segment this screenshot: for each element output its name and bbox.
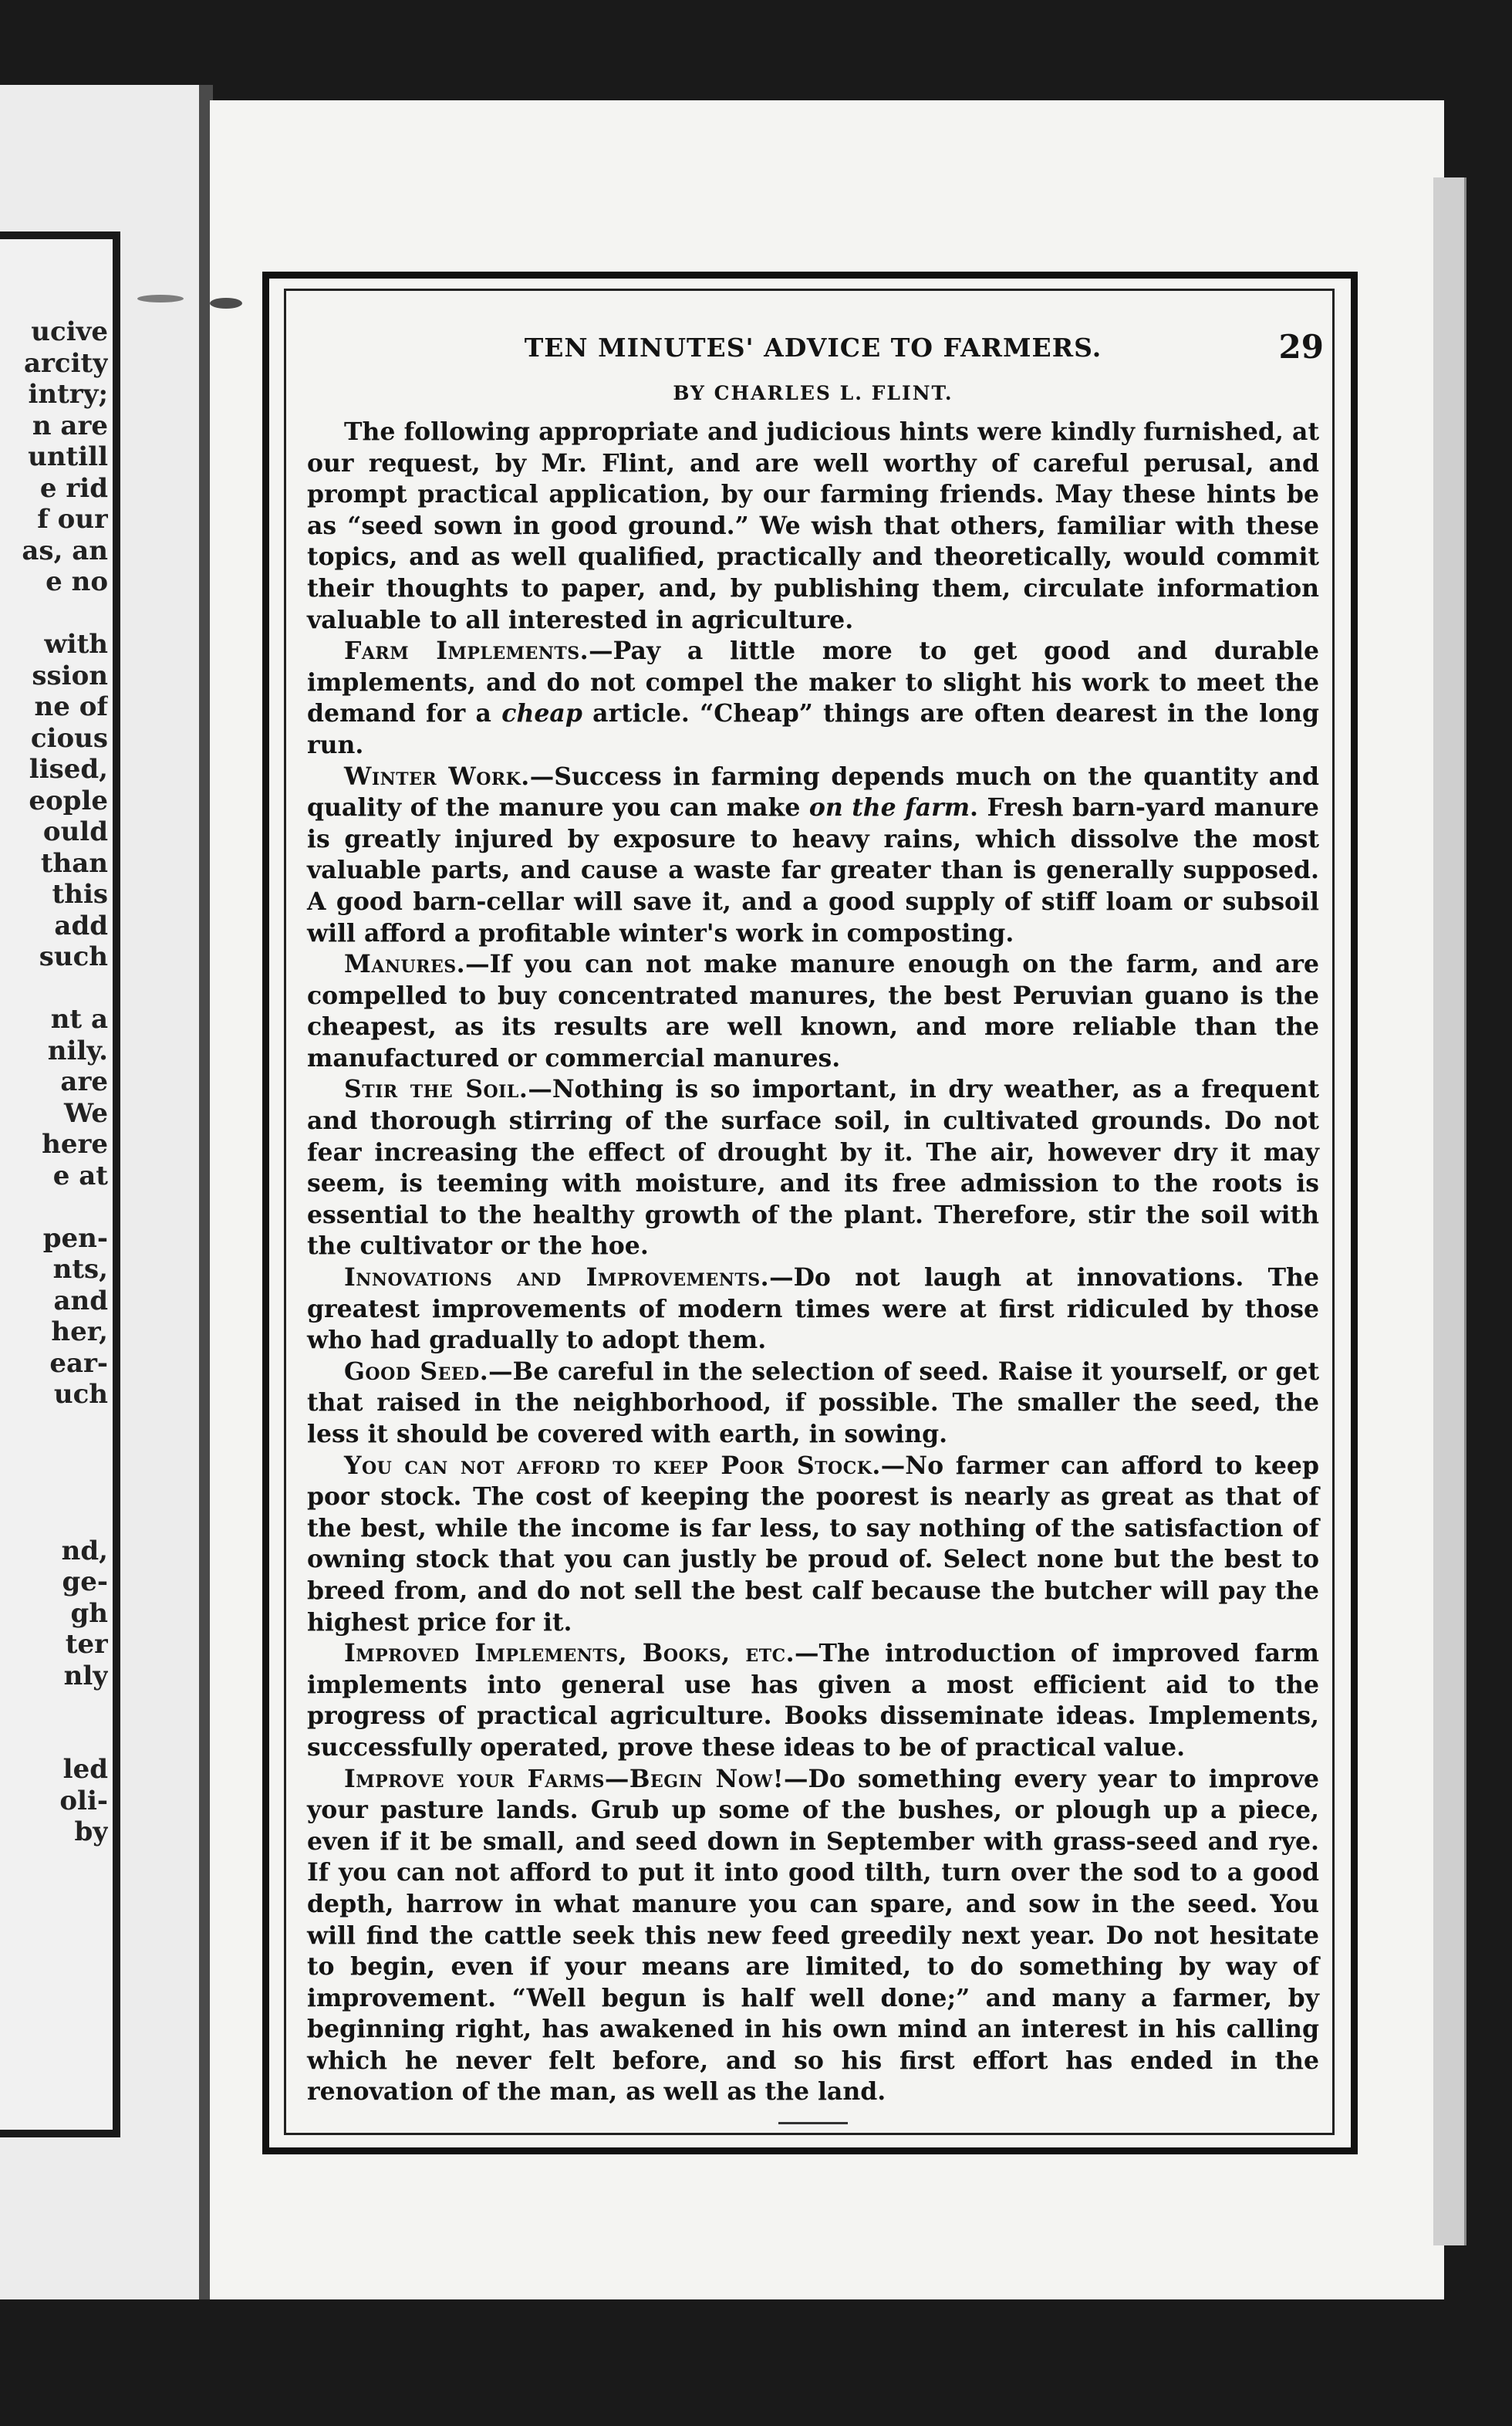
left-page-fragment: as, an — [22, 535, 108, 566]
end-rule — [778, 2122, 848, 2124]
left-page-fragment — [0, 1473, 108, 1505]
paragraph-text: —The introduction of improved farm implements into general use has given a most efficient aid to the progress of practical agriculture. Books disseminate ideas. Implements, successfully operated, prove these ideas to be of practical value. — [307, 1639, 1319, 1762]
left-page-fragment: led — [62, 1754, 108, 1785]
left-page-fragment — [0, 1504, 108, 1536]
article — [307, 328, 1324, 2124]
article-paragraph-innovations — [307, 1262, 1319, 1357]
article-paragraph-intro — [307, 417, 1319, 636]
left-page-fragment: are — [60, 1066, 108, 1097]
left-page-fragment: this — [52, 879, 108, 910]
left-page-fragment: e at — [52, 1160, 108, 1191]
paragraph-text: —If you can not make manure enough on the farm, and are compelled to buy concentrated manures, the best Peruvian guano is the cheapest, as its results are well known, and more reliable than the manufactured or commercial manures. — [307, 950, 1319, 1073]
left-page-fragment — [0, 1723, 108, 1755]
left-page-fragment: uch — [53, 1379, 108, 1410]
left-page-fragment: ssion — [32, 660, 108, 691]
left-page-fragment: ear- — [49, 1347, 108, 1379]
left-page-fragment: gh — [70, 1597, 108, 1629]
left-page-fragment: nts, — [52, 1254, 108, 1285]
left-page-fragment: cious — [30, 722, 108, 754]
paragraph-text: —Be careful in the selection of seed. Raise it yourself, or get that raised in the neighborhood, if possible. The smaller the seed, the less it should be covered with earth, in sowing. — [307, 1357, 1319, 1448]
article-paragraph-farm-implements — [307, 636, 1319, 761]
left-page-fragment: by — [74, 1816, 108, 1847]
paragraph-text: —Nothing is so important, in dry weather, as a frequent and thorough stirring of the surface soil, in cultivated grounds. Do not fear increasing the effect of drought by it. The air, however dry it may seem, is teeming with moisture, and its free admission to the roots is essential to the healthy growth of the plant. Therefore, stir the soil with the cultivator or the hoe. — [307, 1075, 1319, 1261]
left-page-fragment: ge- — [62, 1566, 108, 1597]
left-page-fragment: n are — [32, 410, 108, 441]
left-page-fragment — [0, 598, 108, 630]
left-page-fragment: here — [42, 1129, 108, 1160]
left-page-fragment: e rid — [39, 472, 108, 504]
ink-smudge — [137, 295, 184, 302]
left-page-fragment: nd, — [61, 1535, 108, 1566]
left-page-fragment: f our — [37, 504, 108, 535]
left-page-fragment: ucive — [31, 316, 108, 347]
left-page-fragment — [0, 1191, 108, 1223]
left-page-fragment: nily. — [47, 1035, 108, 1066]
article-paragraph-winter-work — [307, 762, 1319, 950]
page-number: 29 — [1278, 328, 1324, 366]
article-paragraph-improved-implements — [307, 1638, 1319, 1763]
left-page-fragment — [0, 1441, 108, 1473]
paragraph-text: —No farmer can afford to keep poor stock. The cost of keeping the poorest is nearly as great as that of the best, while the income is far less, to say nothing of the satisfaction of owning stock that you can justly be proud of. Select none but the best to breed from, and do not sell the best calf because the butcher will pay the highest price for it. — [307, 1451, 1319, 1637]
section-heading: Stir the Soil. — [344, 1075, 528, 1104]
left-page-fragment: We — [63, 1097, 108, 1129]
left-page-fragment: arcity — [23, 347, 108, 379]
left-page-fragment: nly — [63, 1660, 108, 1691]
section-heading: Farm Implements. — [344, 637, 589, 666]
article-paragraph-manures — [307, 949, 1319, 1074]
section-heading: Innovations and Improvements. — [344, 1263, 770, 1292]
article-paragraph-good-seed — [307, 1357, 1319, 1451]
section-heading: Manures. — [344, 950, 466, 979]
left-page-fragment: such — [39, 941, 108, 972]
left-page-fragment: and — [53, 1285, 108, 1316]
emphasized-text: cheap — [501, 699, 582, 728]
running-title: TEN MINUTES' ADVICE TO FARMERS. — [524, 333, 1102, 363]
left-page-fragment: ould — [42, 816, 108, 847]
left-page-fragment: than — [40, 847, 108, 879]
page-header — [307, 328, 1324, 380]
left-page-fragment: lised, — [29, 754, 108, 785]
left-page-fragment: pen- — [42, 1222, 108, 1254]
left-page-fragment: her, — [51, 1316, 108, 1347]
left-page-fragment: with — [44, 629, 108, 660]
left-page-fragment — [0, 1691, 108, 1723]
paragraph-text: —Success in farming depends much on the quantity and quality of the manure you can make — [307, 762, 1319, 823]
article-paragraph-stir-the-soil — [307, 1074, 1319, 1262]
emphasized-text: on the farm — [808, 793, 970, 823]
article-paragraph-poor-stock — [307, 1451, 1319, 1639]
paragraph-text: article. “Cheap” things are often dearest in the long run. — [307, 699, 1319, 759]
left-page-fragment: e no — [46, 566, 108, 597]
paragraph-text: The following appropriate and judicious hints were kindly furnished, at our request, by Mr. Flint, and are well worthy of careful perusal, and prompt practical application, by our farming friends. May these hints be as “seed sown in good ground.” We wish that others, familiar with these topics, and as well qualified, practically and theoretically, would commit their thoughts to paper, and, by publishing them, circulate information valuable to all interested in agriculture. — [307, 417, 1319, 634]
left-page-fragment: ne of — [34, 691, 108, 722]
left-page-fragment: ter — [65, 1629, 108, 1660]
section-heading: Improve your Farms—Begin Now! — [344, 1764, 785, 1793]
ink-smudge — [210, 298, 242, 309]
author-byline: BY CHARLES L. FLINT. — [673, 382, 953, 404]
left-page — [0, 85, 204, 2299]
section-heading: Improved Implements, Books, etc. — [344, 1639, 795, 1668]
left-page-fragment: oli- — [59, 1785, 108, 1816]
left-page-fragment: untill — [28, 441, 108, 472]
left-page-fragment — [0, 973, 108, 1005]
left-page-fragment: eople — [29, 785, 108, 816]
paragraph-text: . Fresh barn-yard manure is greatly injured by exposure to heavy rains, which dissolve the most valuable parts, and cause a waste far greater than is generally supposed. A good barn-cellar will save it, and a good supply of stiff loam or subsoil will afford a profitable winter's work in composting. — [307, 793, 1319, 948]
paragraph-text: —Pay a little more to get good and durable implements, and do not compel the maker to slight his work to meet the demand for a — [307, 637, 1319, 728]
left-page-fragment: intry; — [28, 379, 108, 410]
section-heading: Good Seed. — [344, 1357, 489, 1386]
article-paragraph-improve-your-farms — [307, 1764, 1319, 2109]
section-heading: You can not afford to keep Poor Stock. — [344, 1451, 881, 1480]
left-page-fragment: nt a — [50, 1004, 108, 1035]
paragraph-text: —Do something every year to improve your pasture lands. Grub up some of the bushes, or plough up a piece, even if it be small, and seed down in September with grass-seed and rye. If you can not afford to put it into good tilth, turn over the sod to a good depth, harrow in what manure you can spare, and sow in the seed. You will find the cattle seek this new feed greedily next year. Do not hesitate to begin, even if your means are limited, to do something by way of improvement. “Well begun is half well done;” and many a farmer, by beginning right, has awakened in his own mind an interest in his calling which he never felt before, and so his first effort has ended in the renovation of the man, as well as the land. — [307, 1764, 1320, 2107]
page-edge — [1433, 177, 1466, 2245]
left-page-text-fragments — [0, 316, 108, 1848]
section-heading: Winter Work. — [344, 762, 530, 791]
paragraph-text: —Do not laugh at innovations. The greatest improvements of modern times were at first ridiculed by those who had gradually to adopt them. — [307, 1263, 1320, 1355]
left-page-fragment: add — [54, 910, 108, 941]
left-page-fragment — [0, 1411, 108, 1442]
